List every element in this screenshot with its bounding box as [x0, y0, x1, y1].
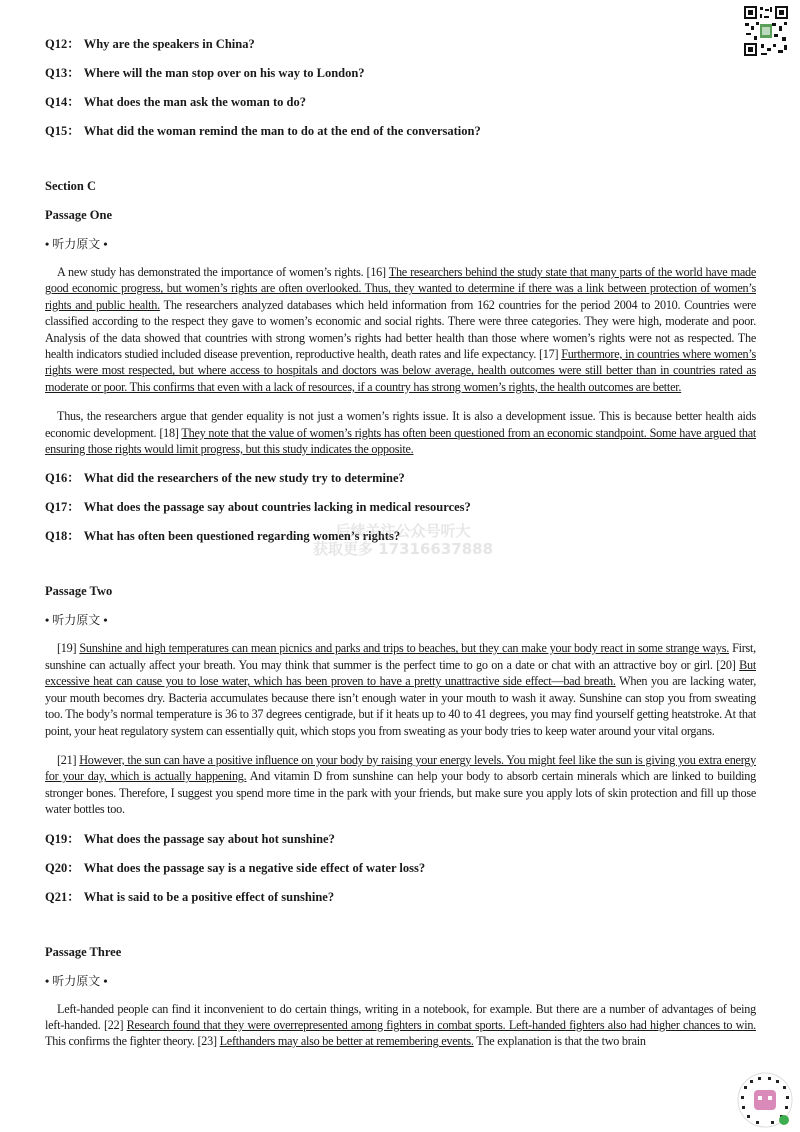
question-text: What does the man ask the woman to do? [83, 95, 306, 109]
transcript-label: • 听力原文 • [45, 237, 108, 251]
question-q16 [45, 470, 756, 486]
paragraph-text: When you are lacking water, your mouth becomes dry. Bacteria accumulates because there isn’t enough water in your mouth to wash it away. Sunshine can stop you from sweating too. The body’s normal temperature is 36 to 37 degrees centigrade, but if it heats up to 40 to 41 degrees, you may find yourself getting heatstroke. At that point, your heat regulatory system can essentially quit, which stops you from sweating as your body tries to keep water around your vital organs. [45, 674, 756, 738]
underlined-answer-text: Furthermore, in countries where women’s rights were most respected, but where access to hospitals and doctors was below average, health outcomes were still better than in countries rated as moderate or poor. This confirms that even with a lack of resources, if a country has strong women’s rights, the health outcomes are better. [45, 347, 756, 394]
question-q19 [45, 831, 756, 847]
question-number: Q14： [45, 95, 80, 109]
question-number: Q15： [45, 124, 80, 138]
question-q14 [45, 94, 756, 110]
paragraph-text: And vitamin D from sunshine can help your body to absorb certain minerals which are linked to building stronger bones. Therefore, I suggest you spend more time in the park with your friends, but make sure you apply lots of skin protection and fill up those water bottles too. [45, 769, 756, 817]
question-number: Q18： [45, 529, 80, 544]
paragraph-text: [21] [57, 752, 80, 767]
question-text: What did the researchers of the new study try to determine? [83, 471, 405, 486]
passage-three-paragraph-1 [45, 1001, 756, 1050]
passage-three-title: Passage Three [45, 944, 122, 959]
document-page [45, 36, 756, 1063]
passage-one-paragraph-2 [45, 408, 756, 457]
question-q17 [45, 499, 756, 515]
transcript-label: • 听力原文 • [45, 973, 108, 988]
question-text: What is said to be a positive effect of sunshine? [83, 889, 335, 904]
paragraph-text: A new study has demonstrated the importance of women’s rights. [16] [57, 265, 389, 279]
underlined-answer-text: But excessive heat can cause you to lose water, which has been proven to have a pretty unattractive side effect—bad breath. [45, 657, 756, 689]
question-number: Q19： [45, 831, 80, 846]
question-text: Where will the man stop over on his way to London? [83, 66, 365, 80]
question-text: Why are the speakers in China? [83, 37, 255, 51]
question-text: What does the passage say is a negative side effect of water loss? [83, 860, 426, 875]
paragraph-text: Thus, the researchers argue that gender equality is not just a women’s rights issue. It is also a development issue. This is because better health aids economic development. [18] [45, 409, 756, 440]
question-q18 [45, 528, 756, 544]
question-text: What did the woman remind the man to do at the end of the conversation? [83, 124, 481, 138]
watermark: 后续关注公众号听大 获取更多 17316637888 [312, 522, 494, 558]
question-number: Q16： [45, 471, 80, 486]
question-q21 [45, 889, 756, 905]
underlined-answer-text: They note that the value of women’s rights has often been questioned from an economic standpoint. Some have argued that ensuring those rights would limit progress, but this study indicates the opposite. [45, 425, 756, 457]
question-q13 [45, 65, 756, 81]
qr-code-icon [742, 4, 790, 58]
question-list-top [45, 36, 756, 139]
question-q15 [45, 123, 756, 139]
paragraph-text: This confirms the fighter theory. [23] [45, 1034, 220, 1049]
paragraph-text: The explanation is that the two brain [473, 1034, 646, 1049]
question-number: Q21： [45, 889, 80, 904]
question-number: Q12： [45, 37, 80, 51]
underlined-answer-text: The researchers behind the study state that many parts of the world have made good economic progress, but women’s rights are often overlooked. Thus, they wanted to determine if there was a link between protection of women’s rights and public health. [45, 265, 756, 312]
passage-two-paragraph-2 [45, 752, 756, 818]
underlined-answer-text: However, the sun can have a positive influence on your body by raising your energy levels. You might feel like the sun is giving you extra energy for your day, which is actually happening. [45, 752, 756, 784]
question-text: What does the passage say about countries lacking in medical resources? [83, 500, 471, 515]
paragraph-text: First, sunshine can actually affect your breath. You may think that summer is the perfect time to go on a date or chat with an attractive boy or girl. [20] [45, 641, 756, 672]
app-badge-icon [736, 1072, 794, 1128]
passage-one-title: Passage One [45, 208, 113, 222]
transcript-label: • 听力原文 • [45, 613, 108, 628]
underlined-answer-text: Sunshine and high temperatures can mean picnics and parks and trips to beaches, but they can make your body react in some strange ways. [79, 641, 730, 656]
question-q12 [45, 36, 756, 52]
passage-one-paragraph-1 [45, 264, 756, 395]
passage-one-questions [45, 470, 756, 544]
question-text: What does the passage say about hot sunshine? [83, 831, 335, 846]
passage-two-paragraph-1 [45, 640, 756, 738]
section-heading: Section C [45, 179, 97, 193]
passage-two-questions [45, 831, 756, 905]
question-text: What has often been questioned regarding women’s rights? [83, 529, 401, 544]
paragraph-text: [19] [57, 641, 80, 656]
passage-two-title: Passage Two [45, 584, 113, 599]
paragraph-text: The researchers analyzed databases which held information from 162 countries for the period 2004 to 2010. Countries were classified according to the respect they gave to women’s economic and social rights. There were three categories. They were high, moderate and poor. Analysis of the data showed that countries with strong women’s rights had better health than those where women’s rights were not as respected. The health indicators studied included disease prevention, reproductive health, death rates and life expectancy. [17] [45, 297, 756, 362]
question-number: Q13： [45, 66, 80, 80]
question-number: Q20： [45, 860, 80, 875]
underlined-answer-text: Research found that they were overrepresented among fighters in combat sports. Left-handed fighters also had higher chances to win. [126, 1017, 756, 1032]
question-number: Q17： [45, 500, 80, 515]
underlined-answer-text: Lefthanders may also be better at remembering events. [219, 1034, 474, 1049]
question-q20 [45, 860, 756, 876]
paragraph-text: Left-handed people can find it inconvenient to do certain things, writing in a notebook, for example. But there are a number of advantages of being left-handed. [22] [45, 1001, 756, 1032]
